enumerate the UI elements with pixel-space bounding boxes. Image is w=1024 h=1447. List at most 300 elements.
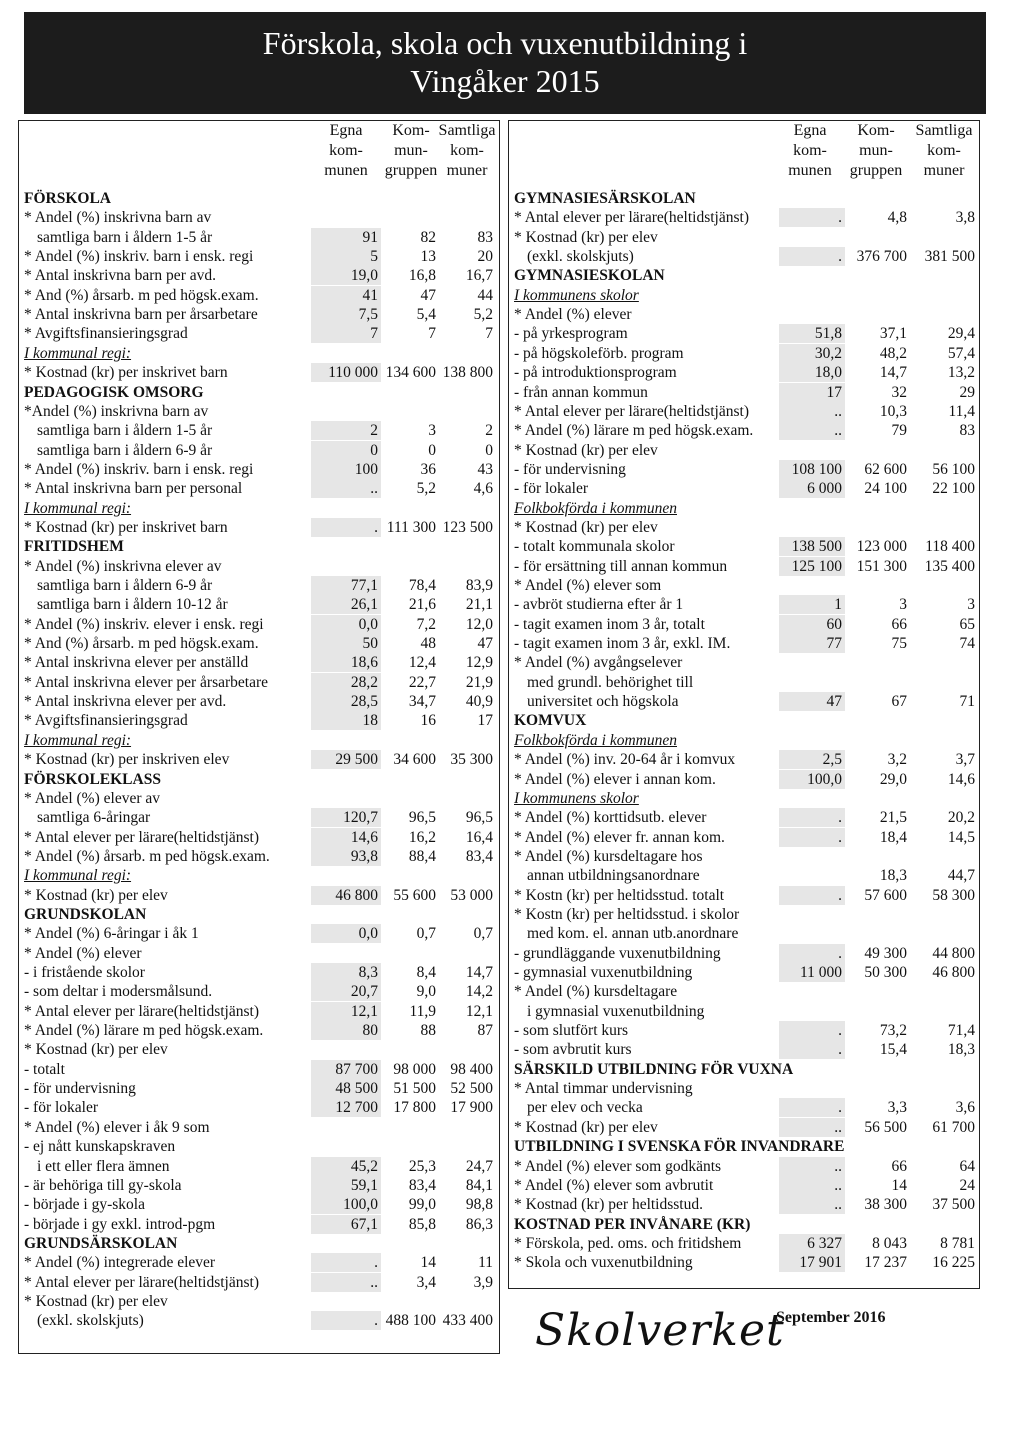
value-kommungruppen: 66	[891, 615, 907, 633]
table-row	[19, 518, 499, 537]
value-samtliga: 0	[485, 441, 493, 459]
value-egna: 18,0	[779, 363, 845, 382]
value-samtliga: 83,4	[465, 847, 493, 865]
row-label: * Kostnad (kr) per inskriven elev	[24, 751, 230, 769]
value-samtliga: 12,9	[465, 654, 493, 672]
table-row	[509, 479, 979, 498]
row-label: - för undervisning	[514, 460, 626, 478]
value-egna: 28,2	[311, 673, 381, 692]
value-samtliga: 29,4	[947, 325, 975, 343]
value-egna: 67,1	[311, 1215, 381, 1234]
table-row	[509, 363, 979, 382]
row-label: * Andel (%) kursdeltagare	[514, 983, 678, 1001]
value-samtliga: 5,2	[473, 306, 493, 324]
row-label: FÖRSKOLA	[24, 190, 111, 207]
table-row	[19, 557, 499, 576]
value-egna: 45,2	[311, 1157, 381, 1176]
value-egna: 5	[311, 247, 381, 266]
value-kommungruppen: 88,4	[408, 847, 436, 865]
row-label: FRITIDSHEM	[24, 538, 124, 556]
value-egna: .	[779, 944, 845, 963]
value-kommungruppen: 48,2	[879, 344, 907, 362]
table-row	[19, 421, 499, 440]
value-egna: 20,7	[311, 982, 381, 1001]
table-row	[509, 886, 979, 905]
value-kommungruppen: 29,0	[879, 770, 907, 788]
table-row	[509, 537, 979, 556]
value-kommungruppen: 73,2	[879, 1022, 907, 1040]
table-row	[19, 634, 499, 653]
value-egna: 12,1	[311, 1002, 381, 1021]
table-row	[509, 1060, 979, 1079]
table-row	[19, 344, 499, 363]
table-row	[19, 363, 499, 382]
value-kommungruppen: 14	[891, 1176, 907, 1194]
table-row	[509, 247, 979, 266]
value-egna: 120,7	[311, 808, 381, 827]
value-kommungruppen: 50 300	[864, 964, 907, 981]
table-row	[509, 576, 979, 595]
row-label: * Antal inskrivna elever per årsarbetare	[24, 673, 269, 691]
table-row	[509, 286, 979, 305]
row-label: I kommunens skolor	[514, 789, 639, 807]
row-label: * Antal elever per lärare(heltidstjänst)	[514, 402, 749, 420]
row-label: samtliga barn i åldern 10-12 år	[37, 596, 228, 614]
value-egna: 60	[779, 615, 845, 634]
row-label: * Andel (%) elever i annan kom.	[514, 770, 716, 788]
value-egna: ..	[779, 1157, 845, 1176]
value-egna: 51,8	[779, 324, 845, 343]
row-label: - på yrkesprogram	[514, 325, 628, 343]
table-row	[509, 1253, 979, 1272]
value-kommungruppen: 151 300	[856, 557, 907, 575]
table-row	[19, 1021, 499, 1040]
row-label: * Andel (%) inskriv. barn i ensk. regi	[24, 460, 254, 478]
value-egna: 18,6	[311, 653, 381, 672]
value-samtliga: 87	[477, 1022, 493, 1040]
title-banner	[24, 12, 986, 114]
value-samtliga: 44,7	[947, 867, 975, 885]
value-samtliga: 21,9	[465, 673, 493, 691]
value-kommungruppen: 12,4	[408, 654, 436, 672]
row-label: * Andel (%) inskriv. barn i ensk. regi	[24, 248, 254, 266]
value-samtliga: 56 100	[932, 460, 975, 478]
value-kommungruppen: 5,2	[416, 480, 436, 498]
value-kommungruppen: 48	[420, 635, 436, 653]
table-row	[19, 460, 499, 479]
row-label: * Kostnad (kr) per elev	[514, 441, 658, 459]
value-egna: .	[311, 518, 381, 537]
row-label: * Andel (%) integrerade elever	[24, 1254, 216, 1272]
row-label: i gymnasial vuxenutbildning	[527, 1002, 705, 1020]
col-header-egna: Egna kom- munen	[324, 122, 368, 179]
row-label: * Avgiftsfinansieringsgrad	[24, 712, 188, 730]
value-samtliga: 17 900	[450, 1099, 493, 1117]
table-row	[509, 1195, 979, 1214]
row-label: * Andel (%) elever av	[24, 789, 160, 807]
table-row	[19, 1118, 499, 1137]
value-egna: 138 500	[779, 537, 845, 556]
value-kommungruppen: 98 000	[393, 1060, 436, 1078]
row-label: universitet och högskola	[527, 693, 679, 711]
row-label: med kom. el. annan utb.anordnare	[527, 925, 739, 943]
value-samtliga: 433 400	[442, 1312, 493, 1330]
row-label: *Andel (%) inskrivna barn av	[24, 402, 209, 420]
table-row	[509, 905, 979, 924]
value-samtliga: 58 300	[932, 886, 975, 904]
value-samtliga: 14,6	[947, 770, 975, 788]
value-egna: 91	[311, 228, 381, 247]
value-kommungruppen: 67	[891, 693, 907, 711]
row-label: * Antal inskrivna barn per årsarbetare	[24, 306, 258, 324]
value-samtliga: 83	[959, 422, 975, 440]
value-egna: 93,8	[311, 847, 381, 866]
value-samtliga: 118 400	[925, 538, 975, 556]
value-kommungruppen: 66	[891, 1157, 907, 1175]
table-row	[19, 1311, 499, 1330]
table-row	[19, 615, 499, 634]
value-kommungruppen: 51 500	[393, 1080, 436, 1098]
row-label: * Andel (%) elever som godkänts	[514, 1157, 722, 1175]
page-title-line1: Förskola, skola och vuxenutbildning i	[262, 25, 748, 61]
row-label: UTBILDNING I SVENSKA FÖR INVANDRARE	[514, 1138, 845, 1156]
value-kommungruppen: 7,2	[416, 615, 436, 633]
table-row	[509, 383, 979, 402]
table-row	[509, 750, 979, 769]
value-kommungruppen: 88	[420, 1022, 436, 1040]
table-row	[19, 402, 499, 421]
col-header-egna-right: Egna kom- munen	[788, 122, 832, 179]
publication-date: September 2016	[776, 1309, 886, 1326]
value-samtliga: 61 700	[932, 1118, 975, 1136]
value-kommungruppen: 99,0	[408, 1196, 436, 1214]
table-row	[19, 847, 499, 866]
row-label: * Andel (%) lärare m ped högsk.exam.	[24, 1022, 264, 1040]
table-row	[19, 537, 499, 556]
table-row	[509, 344, 979, 363]
row-label: GYMNASIESÄRSKOLAN	[514, 190, 696, 207]
value-samtliga: 20,2	[947, 809, 975, 827]
table-row	[509, 1176, 979, 1195]
row-label: * Kostnad (kr) per elev	[514, 1118, 658, 1136]
value-samtliga: 71,4	[947, 1022, 975, 1040]
value-egna: 17 901	[779, 1253, 845, 1272]
value-samtliga: 123 500	[442, 518, 493, 536]
value-samtliga: 24	[959, 1176, 975, 1194]
value-egna: 100,0	[311, 1195, 381, 1214]
table-row	[19, 692, 499, 711]
row-label: * Kostnad (kr) per elev	[24, 1292, 168, 1310]
table-row	[509, 847, 979, 866]
value-kommungruppen: 32	[891, 383, 907, 401]
row-label: - som slutfört kurs	[514, 1022, 629, 1040]
row-label: * Andel (%) korttidsutb. elever	[514, 809, 707, 827]
row-label: i ett eller flera ämnen	[37, 1157, 170, 1175]
value-kommungruppen: 488 100	[385, 1312, 436, 1330]
value-kommungruppen: 14	[420, 1254, 436, 1272]
row-label: Folkbokförda i kommunen	[514, 499, 677, 517]
value-egna: .	[779, 208, 845, 227]
value-egna: ..	[779, 402, 845, 421]
row-label: * And (%) årsarb. m ped högsk.exam.	[24, 286, 259, 304]
value-kommungruppen: 123 000	[856, 538, 907, 556]
row-label: * Andel (%) elever som	[514, 577, 662, 594]
table-row	[509, 615, 979, 634]
value-samtliga: 0,7	[473, 925, 493, 943]
row-label: I kommunal regi:	[24, 867, 132, 885]
table-row	[19, 1060, 499, 1079]
table-row	[509, 460, 979, 479]
value-kommungruppen: 134 600	[385, 364, 436, 382]
table-row	[19, 944, 499, 963]
row-label: - började i gy-skola	[24, 1196, 145, 1214]
value-samtliga: 83,9	[465, 577, 493, 594]
table-row	[509, 982, 979, 1001]
row-label: - på introduktionsprogram	[514, 364, 677, 382]
table-row	[19, 499, 499, 518]
table-row	[509, 421, 979, 440]
row-label: * Andel (%) elever i åk 9 som	[24, 1118, 210, 1136]
table-row	[509, 518, 979, 537]
value-samtliga: 21,1	[465, 596, 493, 614]
row-label: FÖRSKOLEKLASS	[24, 770, 161, 788]
value-egna: 47	[779, 692, 845, 711]
value-kommungruppen: 8 043	[872, 1234, 907, 1252]
value-egna: 87 700	[311, 1060, 381, 1079]
value-kommungruppen: 0,7	[416, 925, 436, 943]
table-row	[19, 1273, 499, 1292]
table-row	[509, 1137, 979, 1156]
value-kommungruppen: 49 300	[864, 944, 907, 962]
table-row	[19, 189, 499, 208]
row-label: - är behöriga till gy-skola	[24, 1176, 182, 1194]
row-label: I kommunal regi:	[24, 499, 132, 517]
value-samtliga: 14,5	[947, 828, 975, 846]
table-row	[19, 1195, 499, 1214]
value-egna: .	[779, 1021, 845, 1040]
table-row	[509, 305, 979, 324]
value-egna: 77,1	[311, 576, 381, 595]
value-kommungruppen: 18,4	[879, 828, 907, 846]
table-row	[19, 208, 499, 227]
row-label: * Andel (%) elever som avbrutit	[514, 1176, 714, 1194]
value-kommungruppen: 16,8	[408, 267, 436, 285]
row-label: * Andel (%) 6-åringar i åk 1	[24, 925, 199, 943]
table-row	[19, 770, 499, 789]
value-egna: ..	[779, 421, 845, 440]
value-egna: 125 100	[779, 557, 845, 576]
table-row	[19, 247, 499, 266]
table-row	[509, 673, 979, 692]
row-label: * Antal inskrivna elever per avd.	[24, 693, 227, 711]
value-samtliga: 135 400	[924, 557, 975, 575]
table-row	[509, 1079, 979, 1098]
row-label: - började i gy exkl. introd-pgm	[24, 1215, 216, 1233]
value-egna: .	[779, 1098, 845, 1117]
value-samtliga: 84,1	[465, 1176, 493, 1194]
table-row	[509, 1234, 979, 1253]
row-label: GRUNDSÄRSKOLAN	[24, 1234, 178, 1252]
table-row	[509, 866, 979, 885]
row-label: (exkl. skolskjuts)	[37, 1312, 144, 1330]
value-kommungruppen: 36	[420, 460, 436, 478]
value-samtliga: 3	[967, 596, 975, 614]
value-samtliga: 4,6	[473, 480, 493, 498]
value-kommungruppen: 79	[891, 422, 907, 440]
value-kommungruppen: 83,4	[408, 1176, 436, 1194]
row-label: * Avgiftsfinansieringsgrad	[24, 325, 188, 343]
value-egna: 80	[311, 1021, 381, 1040]
value-egna: 0	[311, 441, 381, 460]
value-samtliga: 16 225	[932, 1254, 975, 1272]
row-label: * Andel (%) elever	[24, 944, 142, 962]
value-kommungruppen: 16	[420, 712, 436, 730]
row-label: - totalt kommunala skolor	[514, 538, 675, 556]
value-samtliga: 3,7	[955, 751, 975, 769]
table-row	[19, 266, 499, 285]
table-row	[19, 479, 499, 498]
value-kommungruppen: 3	[428, 422, 436, 440]
value-egna: 28,5	[311, 692, 381, 711]
table-row	[509, 595, 979, 614]
value-kommungruppen: 3	[899, 596, 907, 614]
table-row	[509, 692, 979, 711]
col-header-komgruppen: Kom- mun- gruppen	[384, 122, 438, 179]
value-egna: 1	[779, 595, 845, 614]
row-label: * Andel (%) årsarb. m ped högsk.exam.	[24, 847, 270, 865]
value-kommungruppen: 3,3	[887, 1099, 907, 1117]
value-egna: 77	[779, 634, 845, 653]
value-kommungruppen: 5,4	[416, 306, 436, 324]
table-row	[19, 595, 499, 614]
row-label: * Andel (%) inskrivna elever av	[24, 557, 222, 575]
table-row	[509, 1118, 979, 1137]
table-row	[19, 963, 499, 982]
value-egna: .	[779, 828, 845, 847]
value-egna: 108 100	[779, 460, 845, 479]
value-samtliga: 16,7	[465, 267, 493, 285]
value-samtliga: 7	[485, 325, 493, 343]
row-label: * Antal inskrivna barn per avd.	[24, 267, 216, 285]
row-label: * Antal elever per lärare(heltidstjänst)	[24, 1002, 259, 1020]
row-label: I kommunal regi:	[24, 731, 132, 749]
table-row	[19, 383, 499, 402]
table-row	[19, 750, 499, 769]
value-egna: 26,1	[311, 595, 381, 614]
right-panel	[508, 120, 980, 1289]
value-egna: 100,0	[779, 770, 845, 789]
table-row	[19, 1002, 499, 1021]
row-label: GRUNDSKOLAN	[24, 905, 147, 923]
row-label: * Antal elever per lärare(heltidstjänst)	[24, 828, 259, 846]
value-kommungruppen: 9,0	[416, 983, 436, 1001]
row-label: - tagit examen inom 3 år, totalt	[514, 615, 705, 633]
value-egna: 6 000	[779, 479, 845, 498]
value-samtliga: 12,0	[465, 615, 493, 633]
row-label: - tagit examen inom 3 år, exkl. IM.	[514, 635, 731, 653]
value-kommungruppen: 96,5	[408, 809, 436, 827]
value-samtliga: 24,7	[465, 1157, 493, 1175]
value-samtliga: 47	[477, 635, 493, 653]
row-label: samtliga barn i åldern 6-9 år	[37, 441, 213, 459]
row-label: - från annan kommun	[514, 383, 648, 401]
row-label: Folkbokförda i kommunen	[514, 731, 677, 749]
table-row	[509, 1098, 979, 1117]
table-row	[509, 1157, 979, 1176]
skolverket-logo: Skolverket	[535, 1305, 785, 1356]
col-header-samtliga-right: Samtliga kom- muner	[915, 122, 973, 179]
value-egna: 59,1	[311, 1176, 381, 1195]
table-row	[509, 808, 979, 827]
row-label: - totalt	[24, 1060, 65, 1078]
value-kommungruppen: 14,7	[879, 364, 907, 382]
value-samtliga: 11,4	[948, 402, 975, 420]
row-label: - gymnasial vuxenutbildning	[514, 964, 693, 981]
row-label: * Kostn (kr) per heltidsstud. i skolor	[514, 905, 740, 923]
value-egna: 2	[311, 421, 381, 440]
table-row	[509, 924, 979, 943]
value-samtliga: 35 300	[450, 751, 493, 769]
value-egna: .	[779, 808, 845, 827]
table-row	[19, 886, 499, 905]
value-samtliga: 20	[477, 248, 493, 266]
row-label: * Kostnad (kr) per inskrivet barn	[24, 518, 228, 536]
table-row	[509, 944, 979, 963]
row-label: samtliga barn i åldern 1-5 år	[37, 422, 213, 440]
value-egna: .	[779, 247, 845, 266]
value-egna: .	[311, 1311, 381, 1330]
row-label: * Kostnad (kr) per elev	[514, 228, 658, 246]
row-label: * Andel (%) lärare m ped högsk.exam.	[514, 422, 754, 440]
table-row	[19, 924, 499, 943]
value-kommungruppen: 25,3	[408, 1157, 436, 1175]
value-kommungruppen: 15,4	[879, 1041, 907, 1059]
value-kommungruppen: 78,4	[408, 577, 436, 594]
value-kommungruppen: 55 600	[393, 886, 436, 904]
value-samtliga: 53 000	[450, 886, 493, 904]
value-kommungruppen: 21,5	[879, 809, 907, 827]
row-label: * Andel (%) elever	[514, 306, 632, 324]
row-label: * Kostn (kr) per heltidsstud. totalt	[514, 886, 725, 904]
table-row	[19, 982, 499, 1001]
value-kommungruppen: 85,8	[408, 1215, 436, 1233]
value-samtliga: 98 400	[450, 1060, 493, 1078]
value-kommungruppen: 17 237	[864, 1254, 907, 1272]
value-kommungruppen: 13	[420, 248, 436, 266]
table-row	[509, 770, 979, 789]
value-samtliga: 40,9	[465, 693, 493, 711]
table-row	[19, 866, 499, 885]
value-kommungruppen: 17 800	[393, 1099, 436, 1117]
value-egna: 46 800	[311, 886, 381, 905]
row-label: * Antal inskrivna elever per anställd	[24, 654, 249, 672]
row-label: * Antal inskrivna barn per personal	[24, 480, 243, 498]
table-row	[509, 1215, 979, 1234]
table-row	[19, 1234, 499, 1253]
value-samtliga: 65	[959, 615, 975, 633]
table-row	[509, 499, 979, 518]
row-label: * Kostnad (kr) per elev	[24, 1041, 168, 1059]
table-row	[509, 963, 979, 982]
table-row	[509, 711, 979, 730]
row-label: * Kostnad (kr) per inskrivet barn	[24, 364, 228, 382]
table-row	[19, 1253, 499, 1272]
table-row	[509, 1040, 979, 1059]
value-kommungruppen: 37,1	[879, 325, 907, 343]
row-label: KOSTNAD PER INVÅNARE (KR)	[514, 1215, 751, 1233]
table-row	[19, 1176, 499, 1195]
value-kommungruppen: 4,8	[887, 209, 907, 227]
